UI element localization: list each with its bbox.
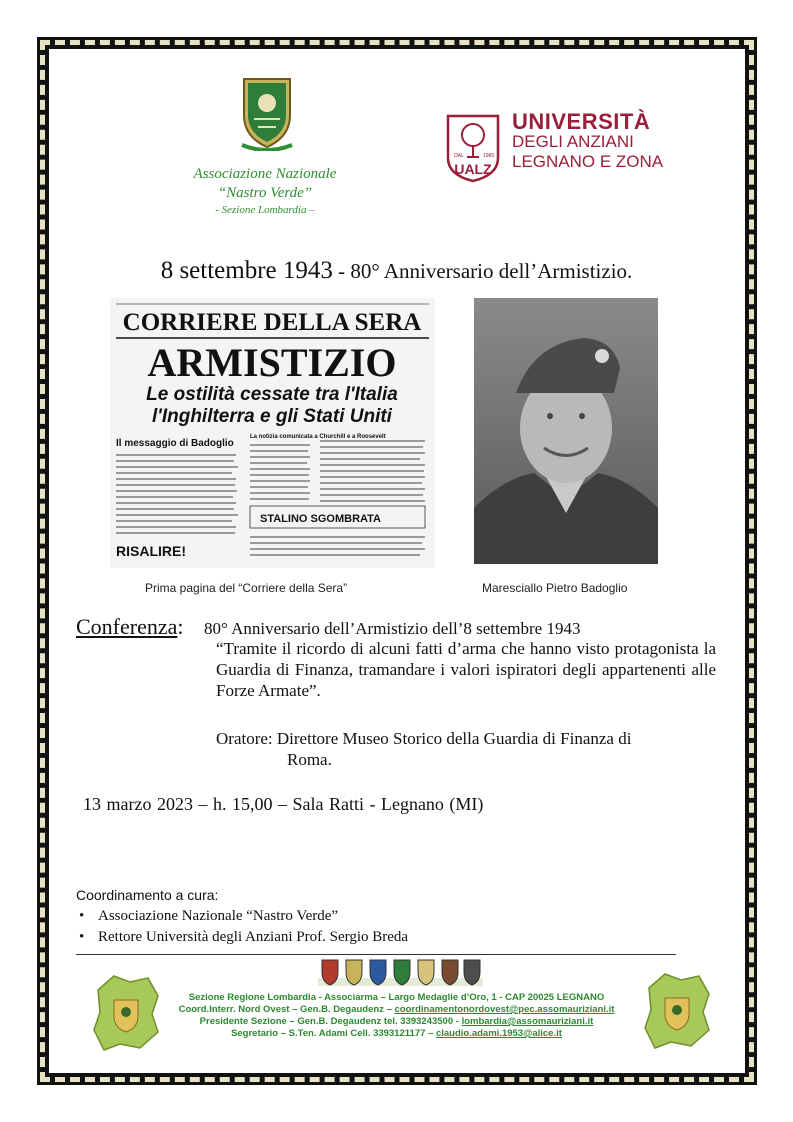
portrait-caption: Maresciallo Pietro Badoglio (482, 581, 628, 595)
footer-secretary (160, 1028, 633, 1040)
newspaper-subhead2: l'Inghilterra e gli Stati Uniti (152, 406, 392, 427)
badoglio-portrait-image (474, 298, 658, 564)
association-motto: “Nastro Verde” (217, 185, 313, 201)
newspaper-caption: Prima pagina del “Corriere della Sera” (145, 581, 348, 595)
conference-label (76, 614, 184, 640)
newspaper-box-headline: STALINO SGOMBRATA (260, 513, 381, 525)
association-section: - Sezione Lombardia – (215, 204, 315, 216)
footer-president-text: Presidente Sezione – Gen.B. Degaudenz tel. 3393243500 - (199, 1016, 462, 1027)
association-name: Associazione Nazionale (193, 166, 337, 182)
coordination-list (76, 906, 408, 948)
lombardy-map-emblem-left (90, 970, 162, 1054)
conference-label-text: Conferenza (76, 614, 178, 639)
title-rest: - 80° Anniversario dell’Armistizio. (332, 259, 633, 283)
list-item: • Rettore Università degli Anziani Prof. Sergio Breda (76, 927, 408, 948)
speaker-line1: Oratore: Direttore Museo Storico della Guardia di Finanza di (216, 729, 632, 748)
newspaper-front-page-image (110, 298, 435, 568)
newspaper-bottom-headline: RISALIRE! (116, 543, 186, 559)
footer-divider (76, 954, 676, 955)
footer-president (160, 1016, 633, 1028)
footer-coordinator (160, 1004, 633, 1016)
newspaper-masthead: CORRIERE DELLA SERA (122, 309, 422, 336)
university-name-block (512, 109, 664, 172)
footer-address: Sezione Regione Lombardia - Associarma – Largo Medaglie d’Oro, 1 - CAP 20025 LEGNANO (188, 992, 605, 1003)
secretary-email-link[interactable]: claudio.adami.1953@alice.it (435, 1028, 562, 1039)
footer-secretary-text: Segretario – S.Ten. Adami Cell. 3393121177 – (231, 1028, 436, 1039)
coordinator-email-link[interactable]: coordinamentonordovest@pec.assomauriziani.it (394, 1004, 615, 1015)
section-email-link[interactable]: lombardia@assomauriziani.it (461, 1016, 594, 1027)
university-line1: UNIVERSITÀ (512, 109, 651, 134)
event-date-location: 13 marzo 2023 – h. 15,00 – Sala Ratti - Legnano (MI) (83, 794, 484, 814)
conference-label-colon: : (177, 614, 184, 639)
association-shield-logo (240, 75, 294, 151)
military-crests-row (318, 958, 483, 988)
page-title (0, 257, 793, 285)
title-date: 8 settembre 1943 (160, 257, 333, 284)
newspaper-subhead1: Le ostilità cessate tra l'Italia (146, 384, 398, 405)
newspaper-column1-head: Il messaggio di Badoglio (116, 438, 234, 449)
university-line2: DEGLI ANZIANI (512, 132, 634, 151)
ualz-emblem-year: 1985 (483, 153, 495, 159)
conference-quote: “Tramite il ricordo di alcuni fatti d’arma che hanno visto protagonista la Guardia di Finanza, tramandare i valori ispiratori degli appartenenti alle Forze Armate”. (216, 639, 716, 700)
speaker-line2: Roma. (287, 750, 332, 769)
association-name-block (170, 165, 360, 218)
newspaper-column2-head: La notizia comunicata a Churchill e a Roosevelt (250, 434, 386, 440)
ualz-emblem-dal: DAL (454, 153, 464, 159)
ualz-emblem-text: UALZ (454, 161, 492, 177)
newspaper-headline: ARMISTIZIO (147, 340, 397, 385)
conference-speaker (216, 728, 716, 770)
university-line3: LEGNANO E ZONA (512, 152, 664, 171)
footer-contacts (160, 992, 633, 1040)
ualz-emblem-logo (445, 113, 501, 183)
list-item: • Associazione Nazionale “Nastro Verde” (76, 906, 408, 927)
lombardy-map-emblem-right (641, 968, 713, 1052)
footer-coordinator-text: Coord.Interr. Nord Ovest – Gen.B. Degaudenz – (178, 1004, 395, 1015)
coordination-heading: Coordinamento a cura: (76, 887, 219, 903)
conference-title: 80° Anniversario dell’Armistizio dell’8 settembre 1943 (204, 619, 581, 638)
